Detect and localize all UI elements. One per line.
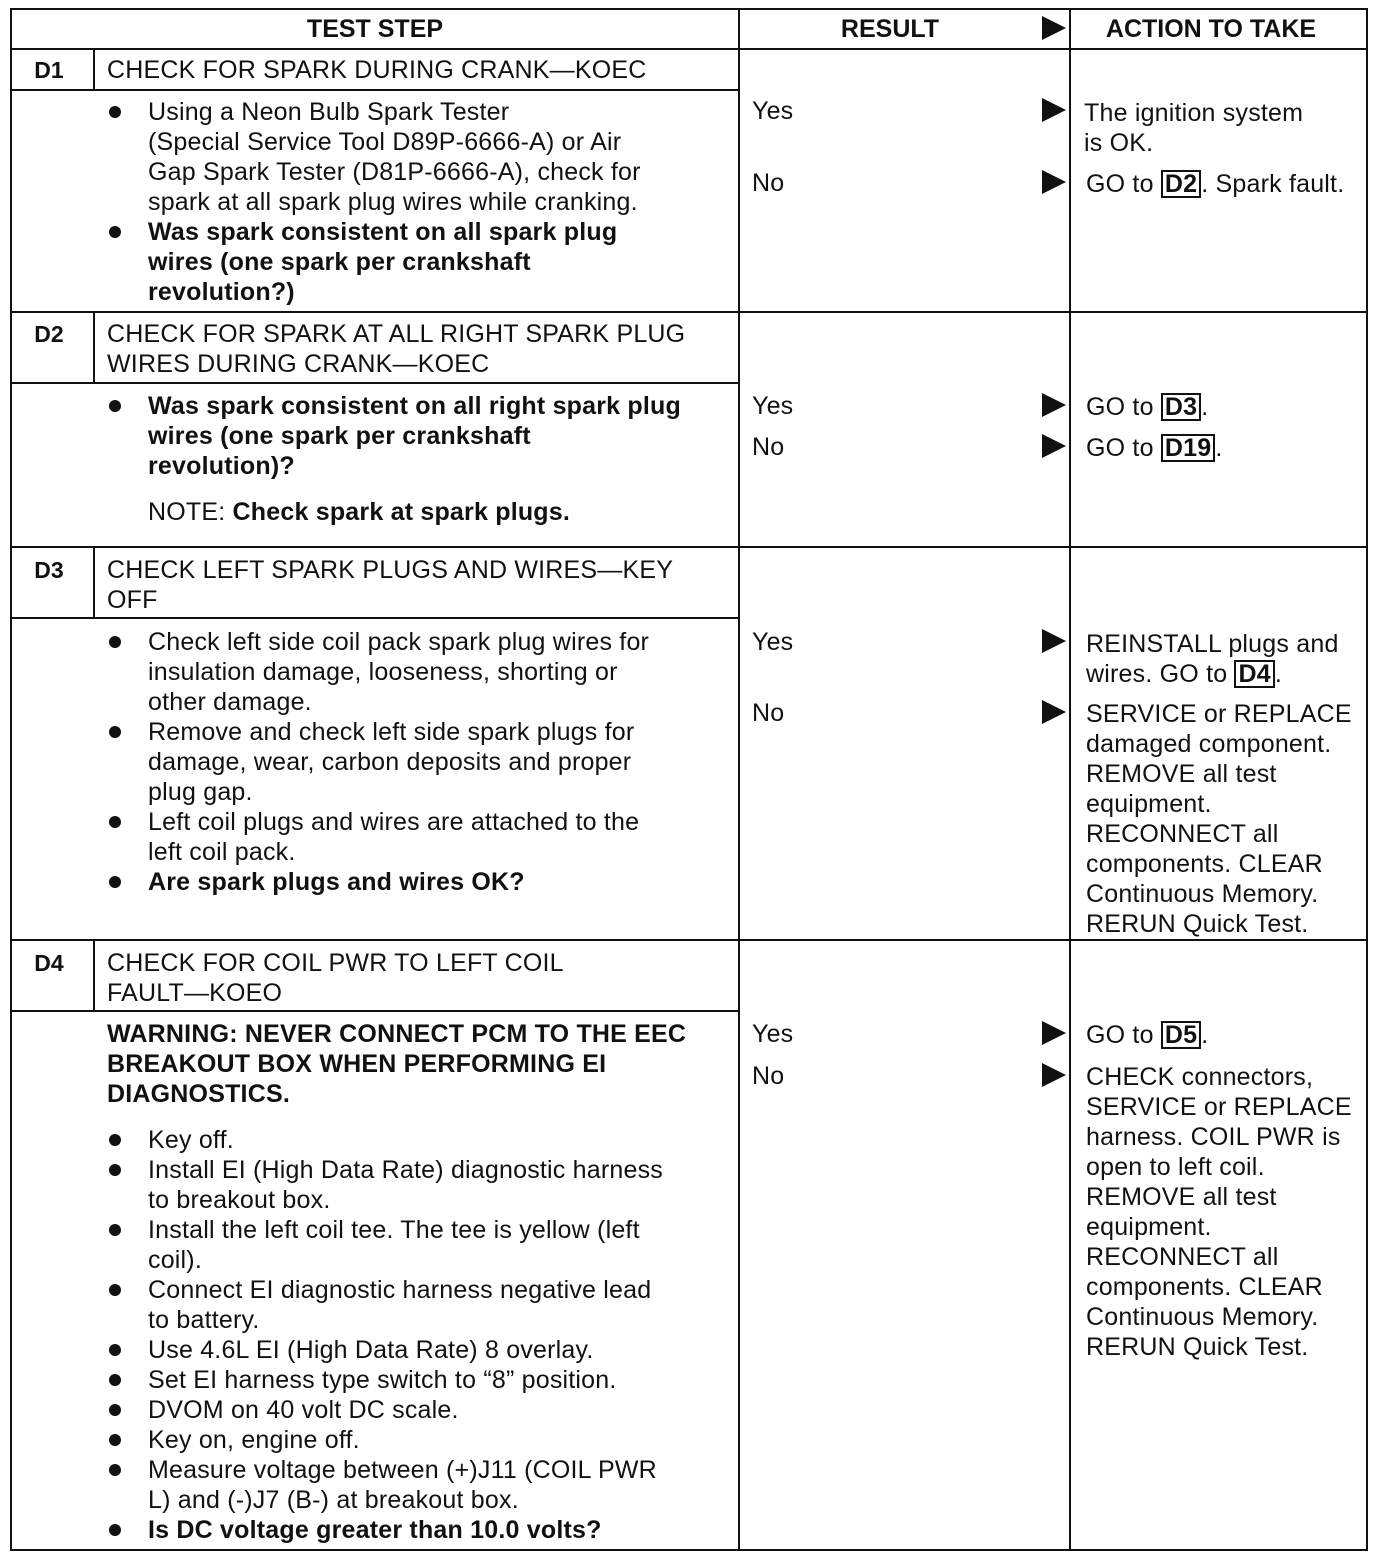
action-suffix: .: [1201, 393, 1209, 421]
bullet-text: Left coil plugs and wires are attached to the: [148, 808, 640, 836]
bullet-text: wires (one spark per crankshaft: [148, 248, 531, 276]
step-reference: D2: [1161, 170, 1201, 198]
bullet-icon: [109, 1524, 121, 1536]
bullet-text: plug gap.: [148, 778, 253, 806]
warning-text: WARNING: NEVER CONNECT PCM TO THE EEC: [107, 1020, 687, 1048]
bullet-icon: [109, 1164, 121, 1176]
action-text: CHECK connectors,: [1086, 1063, 1314, 1091]
bullet-icon: [109, 876, 121, 888]
bullet-icon: [109, 1464, 121, 1476]
grid-line: [10, 8, 1368, 10]
bullet-text: revolution?): [148, 278, 295, 306]
bullet-text: Are spark plugs and wires OK?: [148, 868, 525, 896]
bullet-text: coil).: [148, 1246, 202, 1274]
arrow-icon: [1042, 98, 1066, 122]
action-text: [1086, 169, 1344, 199]
grid-line: [10, 382, 740, 384]
bullet-icon: [109, 1134, 121, 1146]
bullet-icon: [109, 1224, 121, 1236]
result-label: No: [752, 699, 785, 727]
action-text: equipment.: [1086, 790, 1212, 818]
action-text: open to left coil.: [1086, 1153, 1265, 1181]
result-label: No: [752, 169, 785, 197]
bullet-text: (Special Service Tool D89P-6666-A) or Air: [148, 128, 622, 156]
grid-line: [93, 939, 95, 1011]
bullet-text: insulation damage, looseness, shorting or: [148, 658, 618, 686]
action-suffix: .: [1274, 660, 1282, 688]
result-label: Yes: [752, 97, 794, 125]
step-title: OFF: [107, 586, 158, 614]
result-label: No: [752, 1062, 785, 1090]
warning-text: BREAKOUT BOX WHEN PERFORMING EI: [107, 1050, 607, 1078]
bullet-text: Key off.: [148, 1126, 234, 1154]
bullet-text: Check left side coil pack spark plug wires for: [148, 628, 650, 656]
action-suffix: .: [1201, 1021, 1209, 1049]
action-text: [1086, 392, 1208, 422]
grid-line: [10, 48, 1368, 50]
action-text: RECONNECT all: [1086, 1243, 1279, 1271]
grid-line: [93, 311, 95, 383]
step-reference: D3: [1161, 393, 1201, 421]
bullet-text: Using a Neon Bulb Spark Tester: [148, 98, 510, 126]
bullet-text: Key on, engine off.: [148, 1426, 360, 1454]
action-text: Continuous Memory.: [1086, 1303, 1319, 1331]
bullet-text: Install EI (High Data Rate) diagnostic harness: [148, 1156, 663, 1184]
bullet-text: spark at all spark plug wires while cranking.: [148, 188, 638, 216]
arrow-icon: [1042, 700, 1066, 724]
grid-line: [10, 546, 1368, 548]
step-reference: D5: [1161, 1021, 1201, 1049]
grid-line: [10, 617, 740, 619]
action-prefix: GO to: [1086, 393, 1161, 421]
action-suffix: .: [1215, 434, 1223, 462]
action-prefix: GO to: [1086, 434, 1161, 462]
action-prefix: GO to: [1086, 170, 1161, 198]
bullet-text: Measure voltage between (+)J11 (COIL PWR: [148, 1456, 657, 1484]
bullet-icon: [109, 106, 121, 118]
grid-line: [10, 1549, 1368, 1551]
arrow-icon: [1042, 16, 1066, 40]
action-text: RERUN Quick Test.: [1086, 910, 1309, 938]
bullet-icon: [109, 1374, 121, 1386]
bullet-text: Is DC voltage greater than 10.0 volts?: [148, 1516, 602, 1544]
step-title: CHECK FOR COIL PWR TO LEFT COIL: [107, 949, 564, 977]
warning-text: DIAGNOSTICS.: [107, 1080, 290, 1108]
action-text: RERUN Quick Test.: [1086, 1333, 1309, 1361]
bullet-icon: [109, 226, 121, 238]
bullet-text: Install the left coil tee. The tee is yellow (left: [148, 1216, 640, 1244]
bullet-text: DVOM on 40 volt DC scale.: [148, 1396, 459, 1424]
action-prefix: wires. GO to: [1086, 660, 1235, 688]
arrow-icon: [1042, 1021, 1066, 1045]
grid-line: [10, 311, 1368, 313]
bullet-icon: [109, 636, 121, 648]
bullet-text: to breakout box.: [148, 1186, 331, 1214]
bullet-text: Was spark consistent on all right spark plug: [148, 392, 681, 420]
grid-line: [10, 8, 12, 1551]
arrow-icon: [1042, 170, 1066, 194]
bullet-text: to battery.: [148, 1306, 260, 1334]
bullet-icon: [109, 1404, 121, 1416]
action-text: [1086, 659, 1282, 689]
arrow-icon: [1042, 1063, 1066, 1087]
bullet-text: damage, wear, carbon deposits and proper: [148, 748, 632, 776]
action-text: components. CLEAR: [1086, 1273, 1323, 1301]
step-title: WIRES DURING CRANK—KOEC: [107, 350, 490, 378]
grid-line: [10, 1010, 740, 1012]
action-text: SERVICE or REPLACE: [1086, 700, 1352, 728]
step-reference: D4: [1234, 660, 1274, 688]
bullet-text: Connect EI diagnostic harness negative lead: [148, 1276, 652, 1304]
header-result: RESULT: [840, 15, 940, 43]
result-label: Yes: [752, 628, 794, 656]
grid-line: [1366, 8, 1368, 1551]
bullet-icon: [109, 400, 121, 412]
note: [148, 497, 570, 527]
result-label: Yes: [752, 1020, 794, 1048]
action-text: [1086, 1020, 1208, 1050]
bullet-text: Use 4.6L EI (High Data Rate) 8 overlay.: [148, 1336, 594, 1364]
arrow-icon: [1042, 393, 1066, 417]
action-text: The ignition system: [1084, 99, 1304, 127]
bullet-text: L) and (-)J7 (B-) at breakout box.: [148, 1486, 519, 1514]
action-text: harness. COIL PWR is: [1086, 1123, 1341, 1151]
action-text: Continuous Memory.: [1086, 880, 1319, 908]
step-title: FAULT—KOEO: [107, 979, 283, 1007]
grid-line: [10, 939, 1368, 941]
header-test-step: TEST STEP: [306, 15, 444, 43]
grid-line: [10, 89, 740, 91]
action-text: [1086, 433, 1222, 463]
grid-line: [93, 48, 95, 90]
bullet-text: Gap Spark Tester (D81P-6666-A), check for: [148, 158, 641, 186]
arrow-icon: [1042, 629, 1066, 653]
arrow-icon: [1042, 434, 1066, 458]
action-text: REMOVE all test: [1086, 1183, 1277, 1211]
action-text: REMOVE all test: [1086, 760, 1277, 788]
grid-line: [93, 546, 95, 618]
bullet-icon: [109, 726, 121, 738]
action-text: SERVICE or REPLACE: [1086, 1093, 1352, 1121]
grid-line: [1069, 8, 1071, 1551]
action-suffix: . Spark fault.: [1201, 170, 1345, 198]
bullet-text: other damage.: [148, 688, 312, 716]
bullet-icon: [109, 816, 121, 828]
bullet-text: left coil pack.: [148, 838, 296, 866]
action-text: RECONNECT all: [1086, 820, 1279, 848]
bullet-text: Was spark consistent on all spark plug: [148, 218, 618, 246]
bullet-text: wires (one spark per crankshaft: [148, 422, 531, 450]
header-action: ACTION TO TAKE: [1105, 15, 1317, 43]
step-id: D1: [34, 57, 64, 83]
bullet-text: Remove and check left side spark plugs for: [148, 718, 635, 746]
note-label: NOTE:: [148, 498, 233, 526]
action-text: REINSTALL plugs and: [1086, 630, 1339, 658]
step-id: D2: [34, 321, 64, 347]
bullet-icon: [109, 1434, 121, 1446]
action-text: components. CLEAR: [1086, 850, 1323, 878]
note-text: Check spark at spark plugs.: [232, 498, 571, 526]
bullet-text: Set EI harness type switch to “8” position.: [148, 1366, 617, 1394]
action-text: equipment.: [1086, 1213, 1212, 1241]
grid-line: [738, 8, 740, 1551]
bullet-icon: [109, 1344, 121, 1356]
bullet-text: revolution)?: [148, 452, 295, 480]
step-id: D3: [34, 557, 64, 583]
step-id: D4: [34, 950, 64, 976]
step-title: CHECK LEFT SPARK PLUGS AND WIRES—KEY: [107, 556, 674, 584]
action-text: is OK.: [1084, 129, 1154, 157]
step-title: CHECK FOR SPARK AT ALL RIGHT SPARK PLUG: [107, 320, 686, 348]
action-text: damaged component.: [1086, 730, 1332, 758]
result-label: Yes: [752, 392, 794, 420]
action-prefix: GO to: [1086, 1021, 1161, 1049]
result-label: No: [752, 433, 785, 461]
step-title: CHECK FOR SPARK DURING CRANK—KOEC: [107, 56, 647, 84]
step-reference: D19: [1161, 434, 1215, 462]
bullet-icon: [109, 1284, 121, 1296]
